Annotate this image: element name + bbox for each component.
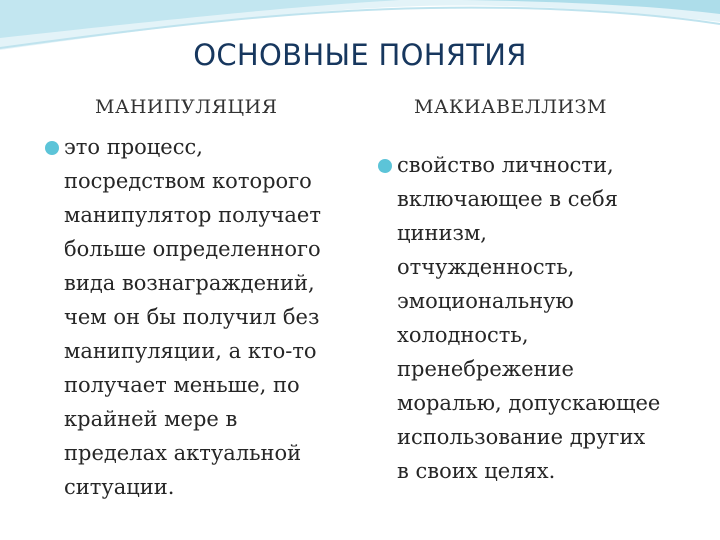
column-heading-machiavellianism: МАКИАВЕЛЛИЗМ xyxy=(414,96,607,118)
bullet-text: это процесс, посредством которого манипулятор получает больше определенного вида вознаграждений, чем он бы получил без манипуляции, а кто-то получает меньше, по крайней мере в пределах актуальной ситуации. xyxy=(64,135,321,499)
bullet-dot-icon xyxy=(45,141,59,155)
bullet-item-manipulation xyxy=(45,130,345,504)
bullet-text: свойство личности, включающее в себя цинизм, отчужденность, эмоциональную холодность, пренебрежение моралью, допускающее использование других в своих целях. xyxy=(397,153,661,483)
bullet-item-machiavellianism xyxy=(378,148,696,488)
slide-title: ОСНОВНЫЕ ПОНЯТИЯ xyxy=(193,38,527,72)
column-heading-manipulation: МАНИПУЛЯЦИЯ xyxy=(95,96,278,118)
bullet-dot-icon xyxy=(378,159,392,173)
